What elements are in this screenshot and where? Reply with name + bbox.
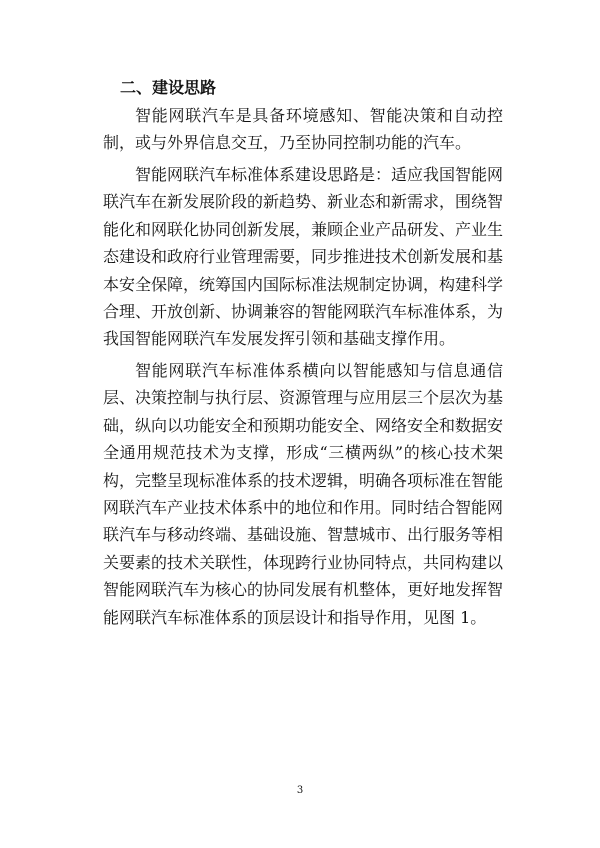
paragraph-definition: 智能网联汽车是具备环境感知、智能决策和自动控制，或与外界信息交互，乃至协同控制功能的汽车。 — [103, 106, 503, 153]
paragraph-system-architecture: 智能网联汽车标准体系横向以智能感知与信息通信层、决策控制与执行层、资源管理与应用层三个层次为基础，纵向以功能安全和预期功能安全、网络安全和数据安全通用规范技术为支撑，形成“三横两纵”的核心技术架构，完整呈现标准体系的技术逻辑，明确各项标准在智能网联汽车产业技术体系中的地位和作用。同时结合智能网联汽车与移动终端、基础设施、智慧城市、出行服务等相关要素的技术关联性，体现跨行业协同特点，共同构建以智能网联汽车为核心的协同发展有机整体，更好地发挥智能网联汽车标准体系的顶层设计和指导作用，见图 1。 — [103, 361, 504, 627]
page-number: 3 — [296, 785, 304, 796]
paragraph-construction-approach: 智能网联汽车标准体系建设思路是：适应我国智能网联汽车在新发展阶段的新趋势、新业态和新需求，围绕智能化和网联化协同创新发展，兼顾企业产品研发、产业生态建设和政府行业管理需要，同步推进技术创新发展和基本安全保障，统筹国内国际标准法规制定协调，构建科学合理、开放创新、协调兼容的智能网联汽车标准体系，为我国智能网联汽车发展发挥引领和基础支撑作用。 — [103, 165, 504, 349]
section-heading: 二、建设思路 — [120, 78, 217, 97]
